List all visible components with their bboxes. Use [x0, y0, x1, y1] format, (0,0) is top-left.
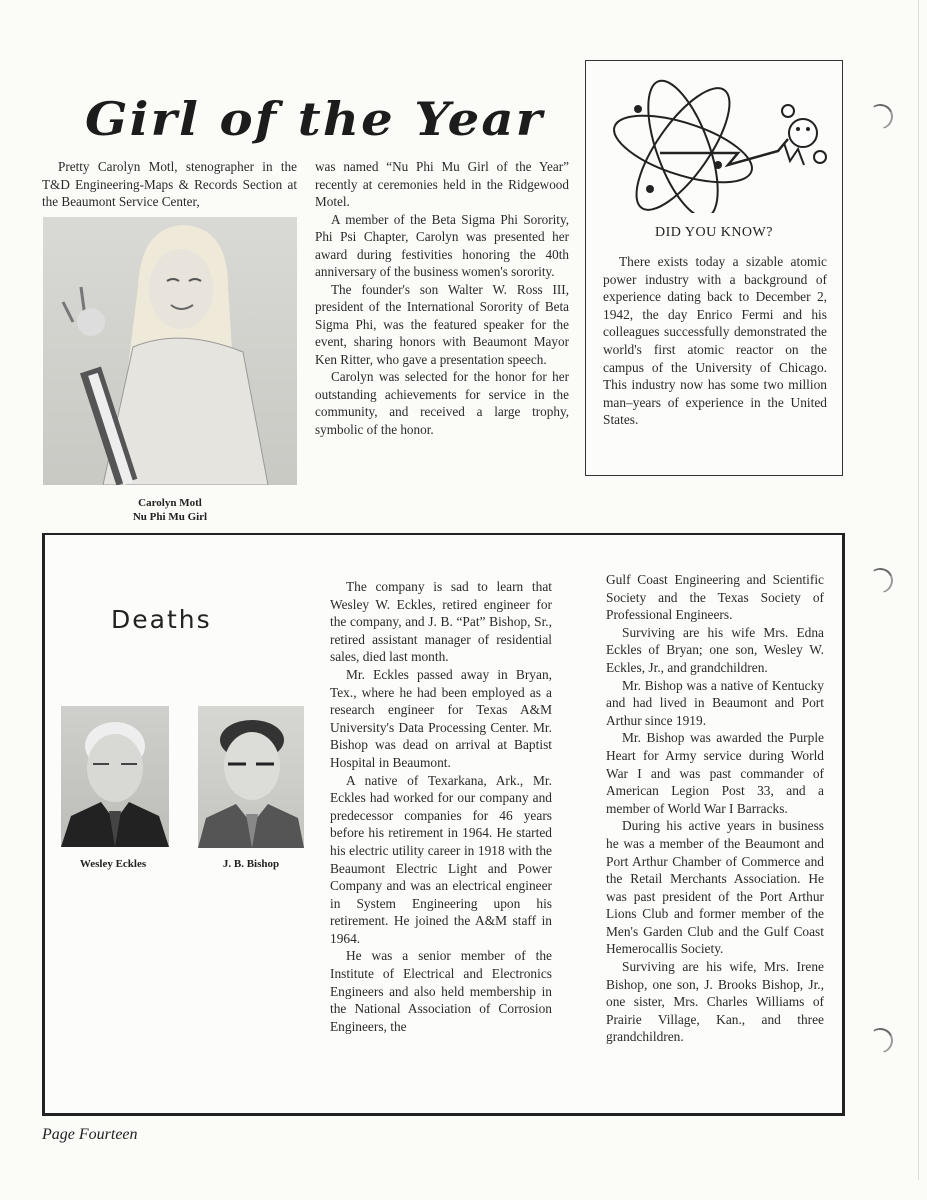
caption-title: Nu Phi Mu Girl [132, 511, 208, 523]
article-title: Girl of the Year [85, 92, 545, 146]
wesley-eckles-photo [61, 706, 169, 847]
article-paragraph: A member of the Beta Sigma Phi Sorority, Phi Psi Chapter, Carolyn was presented her award during festivities honoring the 40th anniversary of the business women's sorority. [315, 211, 569, 279]
article-paragraph: Pretty Carolyn Motl, stenographer in the T&D Engineering-Maps & Records Section at the Beaumont Service Center, [42, 159, 297, 209]
deaths-paragraph: Mr. Eckles passed away in Bryan, Tex., where he had been employed as a research engineer for Texas A&M University's Data Processing Center. Mr. Bishop was dead on arrival at Baptist Hospital in Beaumont. [330, 666, 552, 770]
sidebar-body [603, 253, 827, 429]
deaths-paragraph: During his active years in business he was a member of the Beaumont and Port Arthur Chamber of Commerce and the Retail Merchants Association. He was past president of the Port Arthur Lions Club and former member of the Men's Garden Club and the Gulf Coast Hemerocallis Society. [606, 818, 824, 957]
article-paragraph: was named “Nu Phi Mu Girl of the Year” recently at ceremonies held in the Ridgewood Motel. [315, 159, 569, 209]
deaths-column-1 [330, 578, 552, 1035]
deaths-paragraph: Mr. Bishop was awarded the Purple Heart for Army service during World War I and was past commander of American Legion Post 33, and a member of World War I Barracks. [606, 730, 824, 816]
deaths-column-2 [606, 571, 824, 1046]
deaths-box [42, 533, 845, 1116]
deaths-paragraph: Gulf Coast Engineering and Scientific Society and the Texas Society of Professional Engineers. [606, 572, 824, 623]
photo-caption: J. B. Bishop [222, 858, 280, 870]
article-column-left [42, 158, 297, 211]
portrait-man-icon [61, 706, 169, 847]
binder-hole-icon [864, 100, 896, 132]
deaths-paragraph: The company is sad to learn that Wesley W. Eckles, retired engineer for the company, and J. B. “Pat” Bishop, Sr., retired assistant manager of residential sales, died last month. [330, 579, 552, 665]
sidebar-paragraph: There exists today a sizable atomic power industry with a background of experience dating back to December 2, 1942, the day Enrico Fermi and his colleagues successfully demonstrated the world's first atomic reactor on the campus of the University of Chicago. This industry now has some two million man–years of experience in the United States. [603, 254, 827, 428]
article-paragraph: The founder's son Walter W. Ross III, president of the International Sorority of Beta Sigma Phi, was the featured speaker for the event, sharing honors with Beaumont Mayor Ken Ritter, who gave a presentation speech. [315, 281, 569, 367]
binder-hole-icon [864, 1024, 896, 1056]
portrait-with-trophy-icon [43, 217, 297, 485]
deaths-paragraph: Surviving are his wife Mrs. Edna Eckles of Bryan; one son, Wesley W. Eckles, Jr., and grandchildren. [606, 624, 824, 675]
article-paragraph: Carolyn was selected for the honor for her outstanding achievements for service in the community, and received a large trophy, symbolic of the honor. [315, 369, 569, 437]
jb-bishop-photo [198, 706, 304, 848]
page-edge [918, 0, 919, 1180]
deaths-paragraph: A native of Texarkana, Ark., Mr. Eckles had worked for our company and predecessor companies for 46 years before his retirement in 1964. He started his electric utility career in 1918 with the Beaumont Electric Light and Power Company and was an electrical engineer in System Engineering upon his retirement. He joined the A&M staff in 1964. [330, 772, 552, 946]
photo-caption [43, 496, 297, 524]
photo-caption: Wesley Eckles [79, 858, 147, 870]
portrait-man-icon [198, 706, 304, 848]
atom-and-reddy-kilowatt-icon [598, 73, 830, 213]
deaths-title: Deaths [111, 605, 212, 634]
caption-name: Carolyn Motl [138, 497, 202, 509]
sidebar-heading: DID YOU KNOW? [655, 225, 773, 240]
article-column-right [315, 158, 569, 438]
deaths-paragraph: Mr. Bishop was a native of Kentucky and had lived in Beaumont and Port Arthur since 1919. [606, 677, 824, 728]
deaths-paragraph: Surviving are his wife, Mrs. Irene Bishop, one son, J. Brooks Bishop, Jr., one sister, Mrs. Charles Williams of Prairie Village, Kan., and three grandchildren. [606, 959, 824, 1045]
carolyn-motl-photo [43, 217, 297, 485]
binder-hole-icon [864, 564, 896, 596]
page-number: Page Fourteen [42, 1126, 138, 1143]
deaths-paragraph: He was a senior member of the Institute of Electrical and Electronics Engineers and also held membership in the National Association of Corrosion Engineers, the [330, 948, 552, 1034]
did-you-know-box [585, 60, 843, 476]
